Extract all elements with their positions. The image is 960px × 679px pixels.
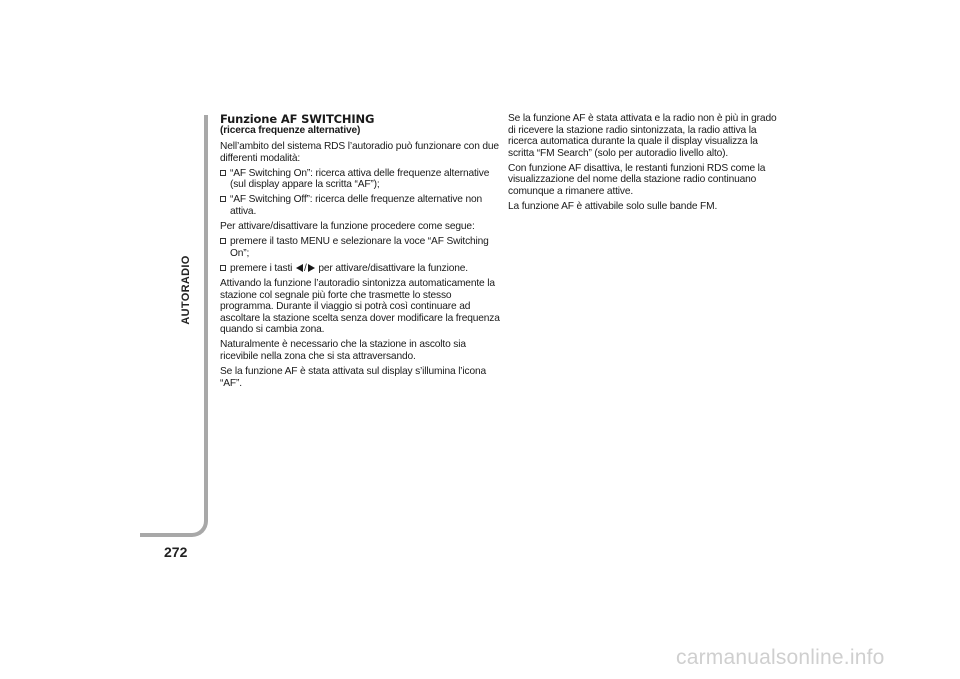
intro-paragraph: Nell’ambito del sistema RDS l’autoradio può funzionare con due differenti modalità: bbox=[220, 141, 499, 164]
right-column bbox=[508, 113, 783, 216]
page-margin-frame bbox=[140, 115, 208, 537]
list-item-text: “AF Switching Off”: ricerca delle frequenze alternative non attiva. bbox=[230, 194, 483, 217]
list-item-text: “AF Switching On”: ricerca attiva delle frequenze alternative (sul display appare la scritta “AF”); bbox=[230, 167, 490, 191]
body-paragraph: Se la funzione AF è stata attivata sul display s’illumina l’icona “AF”. bbox=[220, 366, 487, 389]
left-column bbox=[220, 113, 502, 393]
body-paragraph: Con funzione AF disattiva, le restanti funzioni RDS come la visualizzazione del nome della stazione radio continuano comunque a rimanere attive. bbox=[508, 162, 766, 198]
checkbox-bullet-icon bbox=[220, 265, 226, 271]
list-item-text-suffix: per attivare/disattivare la funzione. bbox=[318, 262, 468, 274]
list-item bbox=[220, 194, 502, 217]
list-item bbox=[220, 263, 502, 275]
section-heading: Funzione AF SWITCHING bbox=[220, 112, 375, 126]
body-paragraph: Naturalmente è necessario che la stazione in ascolto sia ricevibile nella zona che si sta attraversando. bbox=[220, 339, 466, 362]
list-item bbox=[220, 168, 502, 191]
checkbox-bullet-icon bbox=[220, 196, 226, 202]
list-item-text-prefix: premere i tasti bbox=[230, 262, 293, 274]
body-paragraph: La funzione AF è attivabile solo sulle bande FM. bbox=[508, 201, 718, 213]
list-item bbox=[220, 236, 502, 259]
watermark: carmanualsonline.info bbox=[676, 646, 885, 669]
page-number: 272 bbox=[164, 544, 188, 560]
triangle-right-icon bbox=[308, 264, 315, 272]
section-label-text: AUTORADIO bbox=[180, 255, 192, 325]
list-item-text: premere il tasto MENU e selezionare la voce “AF Switching On”; bbox=[230, 236, 489, 259]
checkbox-bullet-icon bbox=[220, 238, 226, 244]
checkbox-bullet-icon bbox=[220, 170, 226, 176]
body-paragraph: Se la funzione AF è stata attivata e la radio non è più in grado di ricevere la stazione radio sintonizzata, la radio attiva la ricerca automatica durante la quale il display visualizza la scritta “FM Search” (solo per autoradio livello alto). bbox=[508, 113, 777, 159]
body-paragraph: Attivando la funzione l’autoradio sintonizza automaticamente la stazione col segnale più forte che trasmette lo stesso programma. Durante il viaggio si potrà così continuare ad ascoltare la stazione scelta senza dover modificare la frequenza quando si cambia zona. bbox=[220, 277, 500, 336]
triangle-left-icon bbox=[296, 264, 303, 272]
section-subheading: (ricerca frequenze alternative) bbox=[220, 125, 361, 136]
procedure-intro: Per attivare/disattivare la funzione procedere come segue: bbox=[220, 221, 475, 233]
arrow-separator: / bbox=[303, 262, 307, 274]
